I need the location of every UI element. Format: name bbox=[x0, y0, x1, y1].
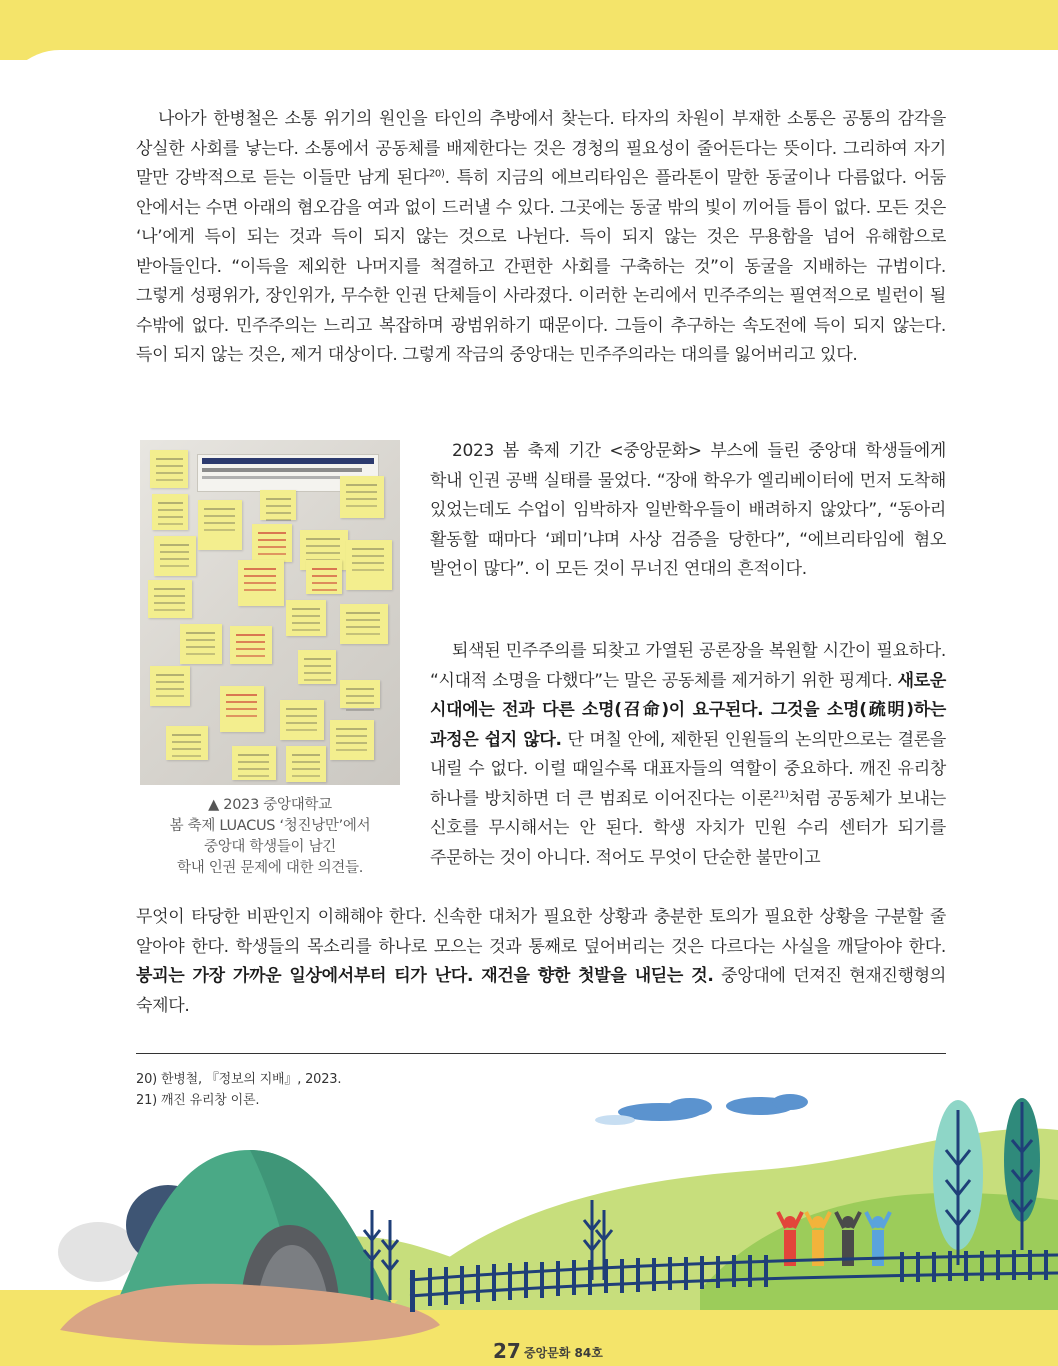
paragraph-4-text-b: 중앙대에 던져진 현재진행형의 숙제다. bbox=[136, 966, 946, 1016]
paragraph-3-text-b: 단 며칠 안에, 제한된 인원들의 논의만으로는 결론을 내릴 수 없다. 이럴 때일수록 대표자들의 역할이 중요하다. 깨진 유리창 하나를 방치하면 더 큰 범죄로 이어진다는 이론 bbox=[430, 729, 946, 809]
paragraph-4-text: 무엇이 타당한 비판인지 이해해야 한다. 신속한 대처가 필요한 상황과 충분한 토의가 필요한 상황을 구분할 줄 알아야 한다. 학생들의 목소리를 하나로 모으는 것과 통째로 덮어버리는 것은 다르다는 사실을 깨달아야 한다. bbox=[136, 907, 946, 957]
paragraph-3-text: 퇴색된 민주주의를 되찾고 가열된 공론장을 복원할 시간이 필요하다. “시대적 소명을 다했다”는 말은 공동체를 제거하기 위한 핑계다. bbox=[430, 641, 946, 691]
page-background bbox=[0, 50, 1058, 110]
caption-line-1: ▲ 2023 중앙대학교 bbox=[208, 797, 332, 813]
paragraph-1-text-rest: . 특히 지금의 에브리타임은 플라톤이 말한 동굴이나 다름없다. 어둠 안에서는 수면 아래의 혐오감을 여과 없이 드러낼 수 있다. 그곳에는 동굴 밖의 빛이 끼어들 틈이 없다. 모든 것은 ‘나’에게 득이 되는 것과 득이 되지 않는 것으로 나뉜다. 득이 되지 않는 것은 무용함을 넘어 유해함으로 받아들인다. “이득을 제외한 나머지를 척결하고 간편한 사회를 구축하는 것”이 동굴을 지배하는 규범이다. 그렇게 성평위가, 장인위가, 무수한 인권 단체들이 사라졌다. 이러한 논리에서 민주주의는 필연적으로 빌런이 될 수밖에 없다. 민주주의는 느리고 복잡하며 광범위하기 때문이다. 그들이 추구하는 속도전에 득이 되지 않는다. 득이 되지 않는 것은, 제거 대상이다. 그렇게 작금의 중앙대는 민주주의라는 대의를 잃어버리고 있다. bbox=[136, 168, 946, 365]
paragraph-3-emphasis: 새로운 시대에는 전과 다른 소명(召命)이 요구된다. 그것을 소명(疏明)하는 과정은 쉽지 않다. bbox=[430, 670, 946, 750]
paragraph-1 bbox=[136, 105, 946, 371]
paragraph-2: 2023 봄 축제 기간 <중앙문화> 부스에 들린 중앙대 학생들에게 학내 인권 공백 실태를 물었다. “장애 학우가 엘리베이터에 먼저 도착해 있었는데도 수업이 임박하자 일반학우들이 배려하지 않았다”, “동아리 활동할 때마다 ‘페미’냐며 사상 검증을 당한다”, “에브리타임에 혐오 발언이 많다”. 이 모든 것이 무너진 연대의 흔적이다. bbox=[430, 441, 946, 579]
paragraph-1-text: 나아가 한병철은 소통 위기의 원인을 타인의 추방에서 찾는다. 타자의 차원이 부재한 소통은 공통의 감각을 상실한 사회를 낳는다. 소통에서 공동체를 배제한다는 것은 경청의 필요성이 줄어든다는 뜻이다. 그리하여 자기 말만 강박적으로 듣는 이들만 남게 된다 bbox=[136, 109, 946, 188]
magazine-issue: 중앙문화 84호 bbox=[524, 1346, 603, 1360]
caption-line-2: 봄 축제 LUACUS ‘청진낭만’에서 bbox=[169, 818, 371, 834]
footnote-divider bbox=[136, 1053, 946, 1054]
festival-photo bbox=[140, 440, 400, 785]
footnote-ref-21[interactable]: 21) bbox=[772, 788, 789, 800]
paragraph-3-text-c: 처럼 공동체가 보내는 신호를 무시해서는 안 된다. 학생 자치가 민원 수리 센터가 되기를 주문하는 것이 아니다. 적어도 무엇이 단순한 불만이고 bbox=[430, 788, 946, 868]
paragraph-4-emphasis: 붕괴는 가장 가까운 일상에서부터 티가 난다. 재건을 향한 첫발을 내딛는 것. bbox=[136, 966, 714, 986]
footnote-21: 21) 깨진 유리창 이론. bbox=[136, 1093, 260, 1108]
footnote-ref-20[interactable]: 20) bbox=[428, 168, 445, 180]
landscape-illustration bbox=[0, 1090, 1058, 1366]
paragraph-4 bbox=[136, 903, 946, 1021]
paragraph-3 bbox=[430, 637, 946, 873]
photo-caption bbox=[140, 795, 400, 879]
footnote-20: 20) 한병철, 『정보의 지배』, 2023. bbox=[136, 1072, 342, 1087]
caption-line-4: 학내 인권 문제에 대한 의견들. bbox=[176, 860, 364, 876]
page-number: 27 bbox=[493, 1339, 521, 1363]
caption-line-3: 중앙대 학생들이 남긴 bbox=[204, 839, 336, 855]
